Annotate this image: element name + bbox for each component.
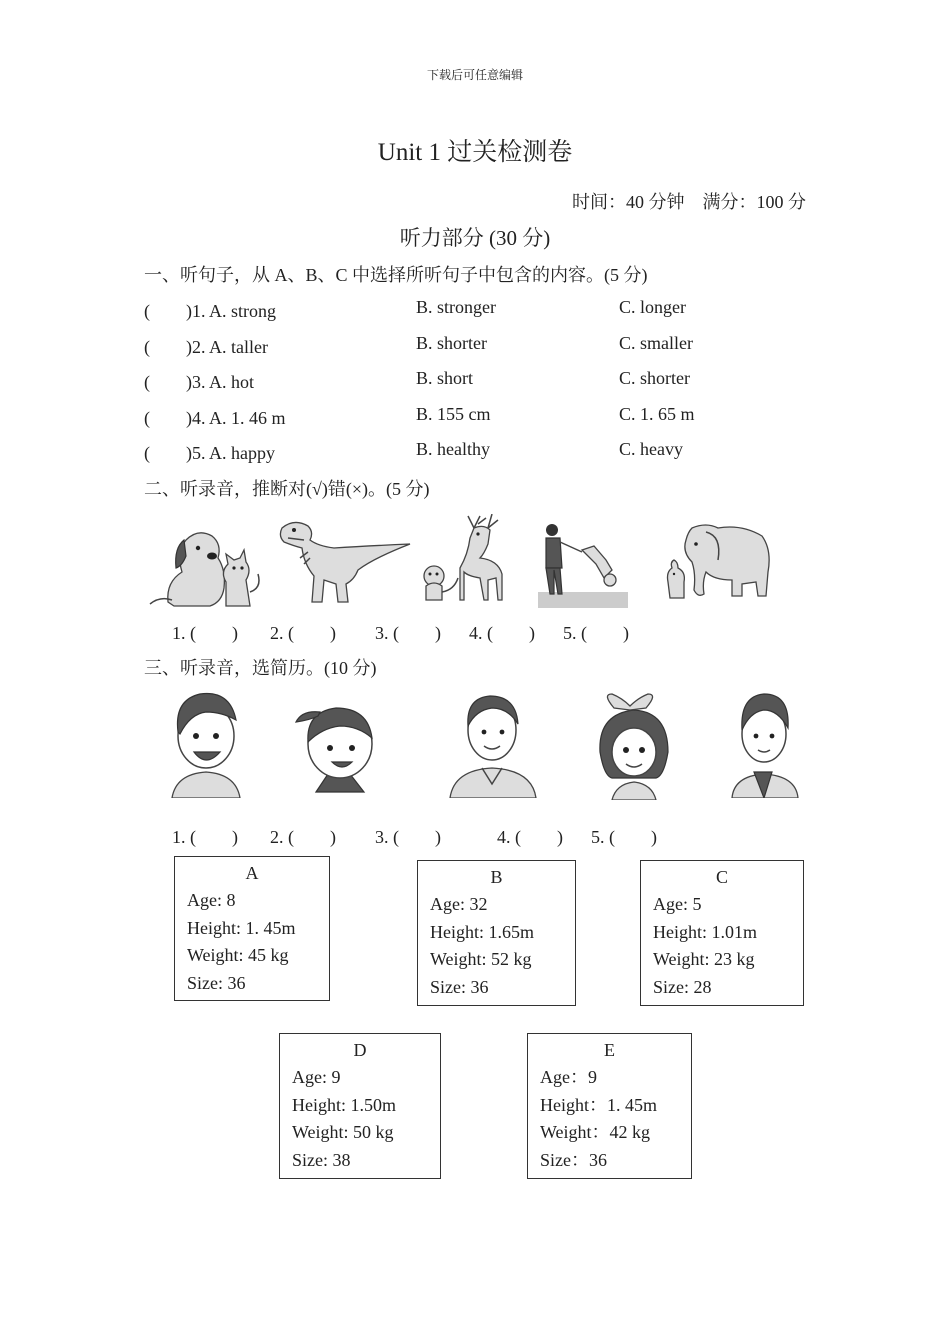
question-option-c: C. shorter bbox=[619, 368, 690, 388]
card-line: Height: 1.50m bbox=[292, 1094, 396, 1115]
mouse-and-elephant-picture bbox=[662, 522, 774, 604]
card-line: Age: 8 bbox=[187, 890, 236, 910]
card-label: A bbox=[245, 863, 259, 883]
resume-card-d bbox=[279, 1033, 441, 1179]
card-line: Size: 28 bbox=[653, 976, 712, 997]
card-line: Size: 38 bbox=[292, 1149, 351, 1170]
question-row bbox=[144, 368, 824, 396]
card-line: Weight: 45 kg bbox=[187, 945, 289, 965]
answer-blank[interactable]: 3. ( ) bbox=[375, 623, 441, 643]
question-row bbox=[144, 439, 824, 467]
answer-blank[interactable]: 2. ( ) bbox=[270, 623, 336, 643]
question-option-a: ( )2. A. taller bbox=[144, 337, 268, 357]
monkey-and-deer-picture bbox=[418, 514, 508, 604]
card-line: Size: 36 bbox=[187, 972, 246, 993]
answer-blank[interactable]: 5. ( ) bbox=[563, 623, 629, 643]
card-label: C bbox=[715, 867, 728, 887]
card-label: D bbox=[353, 1040, 367, 1060]
card-line: Weight: 23 kg bbox=[653, 949, 755, 969]
question-option-b: B. stronger bbox=[416, 297, 496, 317]
question-row bbox=[144, 333, 824, 361]
question-option-c: C. smaller bbox=[619, 333, 693, 353]
answer-blank[interactable]: 2. ( ) bbox=[270, 827, 336, 847]
answer-blank[interactable]: 4. ( ) bbox=[469, 623, 535, 643]
page-header: 下载后可任意编辑 bbox=[426, 68, 523, 82]
section1-heading: 一、听句子，从 A、B、C 中选择所听句子中包含的内容。(5 分) bbox=[144, 265, 648, 285]
answer-blank[interactable]: 5. ( ) bbox=[591, 827, 657, 847]
question-option-a: ( )4. A. 1. 46 m bbox=[144, 408, 286, 428]
card-label: E bbox=[604, 1040, 615, 1060]
card-line: Age: 5 bbox=[653, 894, 702, 914]
question-option-c: C. 1. 65 m bbox=[619, 404, 695, 424]
exam-meta: 时间：40 分钟 满分：100 分 bbox=[572, 192, 806, 212]
dinosaur-picture bbox=[274, 518, 414, 606]
card-line: Age: 32 bbox=[430, 894, 488, 914]
girl-with-bow-picture bbox=[598, 692, 670, 800]
answer-blank[interactable]: 3. ( ) bbox=[375, 827, 441, 847]
boy-smiling-picture bbox=[170, 690, 242, 798]
card-line: Height: 1.01m bbox=[653, 921, 757, 942]
answer-blank[interactable]: 1. ( ) bbox=[172, 827, 238, 847]
card-line: Weight: 50 kg bbox=[292, 1122, 394, 1142]
dog-and-cat-picture bbox=[146, 522, 266, 608]
question-row bbox=[144, 404, 824, 432]
card-line: Height: 1. 45m bbox=[187, 917, 296, 938]
question-option-a: ( )3. A. hot bbox=[144, 372, 254, 392]
card-line: Size：36 bbox=[540, 1149, 607, 1170]
card-line: Age：9 bbox=[540, 1067, 597, 1087]
question-row bbox=[144, 297, 824, 325]
answer-blank[interactable]: 1. ( ) bbox=[172, 623, 238, 643]
card-line: Weight: 52 kg bbox=[430, 949, 532, 969]
question-option-b: B. healthy bbox=[416, 439, 490, 459]
resume-card-a bbox=[174, 856, 330, 1001]
card-label: B bbox=[490, 867, 503, 887]
question-option-b: B. short bbox=[416, 368, 474, 388]
section2-heading: 二、听录音，推断对(√)错(×)。(5 分) bbox=[144, 479, 430, 499]
question-option-a: ( )5. A. happy bbox=[144, 443, 275, 463]
page-title: Unit 1 过关检测卷 bbox=[377, 139, 573, 166]
question-option-b: B. 155 cm bbox=[416, 404, 491, 424]
card-line: Height：1. 45m bbox=[540, 1094, 657, 1115]
question-option-c: C. heavy bbox=[619, 439, 683, 459]
card-line: Size: 36 bbox=[430, 976, 489, 997]
resume-card-e bbox=[527, 1033, 692, 1179]
question-option-a: ( )1. A. strong bbox=[144, 301, 276, 321]
man-swinging-child-picture bbox=[538, 520, 630, 608]
part-title: 听力部分 (30 分) bbox=[399, 226, 551, 250]
boy-with-scarf-picture bbox=[730, 690, 800, 798]
card-line: Weight：42 kg bbox=[540, 1122, 651, 1142]
section3-heading: 三、听录音，选简历。(10 分) bbox=[144, 658, 377, 678]
question-option-c: C. longer bbox=[619, 297, 686, 317]
resume-card-c bbox=[640, 860, 804, 1006]
card-line: Age: 9 bbox=[292, 1067, 341, 1087]
girl-ponytail-picture bbox=[292, 692, 384, 798]
card-line: Height: 1.65m bbox=[430, 921, 534, 942]
resume-card-b bbox=[417, 860, 576, 1006]
question-option-b: B. shorter bbox=[416, 333, 487, 353]
man-picture bbox=[448, 690, 538, 798]
answer-blank[interactable]: 4. ( ) bbox=[497, 827, 563, 847]
